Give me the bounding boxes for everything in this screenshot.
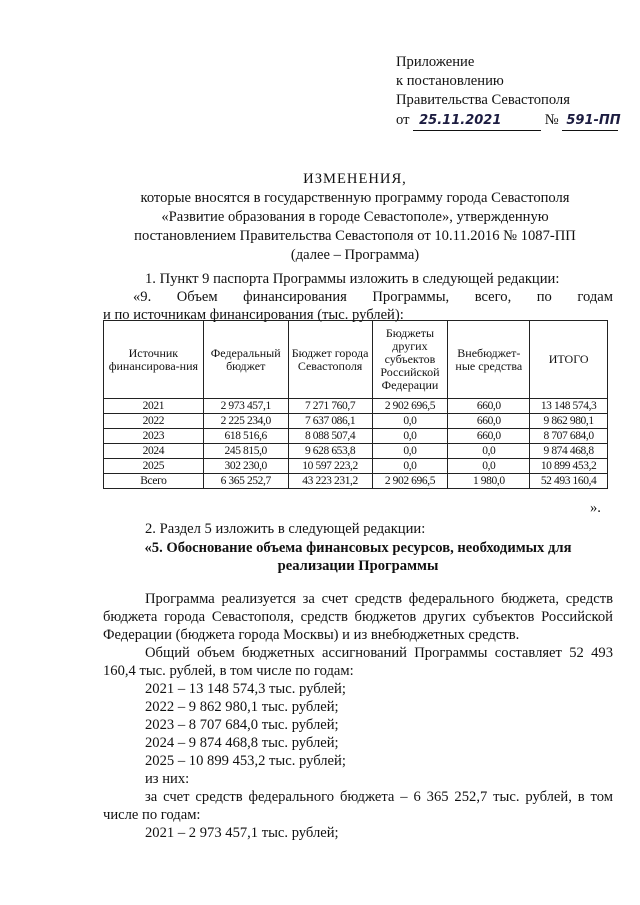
table-cell: 9 874 468,8 — [530, 444, 608, 459]
table-cell: 10 899 453,2 — [530, 459, 608, 474]
section-5-heading-line-2: реализации Программы — [277, 558, 439, 574]
table-cell: 1 980,0 — [448, 474, 530, 489]
table-cell: 618 516,6 — [203, 429, 288, 444]
table-cell: 245 815,0 — [203, 444, 288, 459]
table-cell: 2021 — [104, 399, 204, 414]
table-cell: 302 230,0 — [203, 459, 288, 474]
point-1-line-2: «9. Объем финансирования Программы, всего, по годам — [133, 289, 613, 305]
col-header-total: ИТОГО — [530, 321, 608, 399]
title-line-2: которые вносятся в государственную программу города Севастополя — [140, 190, 570, 206]
table-row — [104, 429, 608, 444]
table-cell: 13 148 574,3 — [530, 399, 608, 414]
point-1-line-3: и по источникам финансирования (тыс. рублей): — [103, 307, 404, 323]
handwritten-number: 591-ПП — [562, 111, 618, 131]
section-5-body — [103, 590, 613, 842]
body-paragraph-3: за счет средств федерального бюджета – 6 365 252,7 тыс. рублей, в том числе по годам: — [103, 789, 613, 823]
table-cell: 2022 — [104, 414, 204, 429]
years-list — [103, 680, 613, 788]
number-prefix: № — [544, 112, 559, 128]
table-cell: 43 223 231,2 — [288, 474, 372, 489]
header-line-3: Правительства Севастополя — [396, 92, 570, 108]
point-2 — [103, 520, 613, 575]
list-item: 2025 – 10 899 453,2 тыс. рублей; — [145, 753, 346, 769]
header-line-2: к постановлению — [396, 73, 504, 89]
point-1 — [103, 270, 613, 324]
table-cell: 2 225 234,0 — [203, 414, 288, 429]
table-row — [104, 459, 608, 474]
table-row — [104, 399, 608, 414]
section-5-heading-line-1: «5. Обоснование объема финансовых ресурсов, необходимых для — [144, 540, 572, 556]
list-item: 2022 – 9 862 980,1 тыс. рублей; — [145, 699, 339, 715]
body-paragraph-2: Общий объем бюджетных ассигнований Программы составляет 52 493 160,4 тыс. рублей, в том числе по годам: — [103, 645, 613, 679]
table-cell: 6 365 252,7 — [203, 474, 288, 489]
table-cell: 7 637 086,1 — [288, 414, 372, 429]
table-cell: 8 088 507,4 — [288, 429, 372, 444]
federal-year-2021: 2021 – 2 973 457,1 тыс. рублей; — [145, 825, 339, 841]
table-cell: 0,0 — [448, 459, 530, 474]
table-cell: 660,0 — [448, 399, 530, 414]
table-cell: 52 493 160,4 — [530, 474, 608, 489]
table-row — [104, 414, 608, 429]
body-paragraph-1: Программа реализуется за счет средств федерального бюджета, средств бюджета города Севастополя, средств бюджетов других субъектов Российской Федерации (бюджета города Москвы) и из внебюджетных средств. — [103, 591, 613, 643]
table-cell: 7 271 760,7 — [288, 399, 372, 414]
table-cell: 660,0 — [448, 429, 530, 444]
table-cell: 0,0 — [372, 414, 448, 429]
list-item: 2023 – 8 707 684,0 тыс. рублей; — [145, 717, 339, 733]
table-cell: 660,0 — [448, 414, 530, 429]
point-2-line-1: 2. Раздел 5 изложить в следующей редакции: — [145, 521, 426, 537]
table-cell: 2025 — [104, 459, 204, 474]
date-prefix: от — [396, 112, 410, 128]
handwritten-date: 25.11.2021 — [413, 111, 541, 131]
table-cell: 2 902 696,5 — [372, 399, 448, 414]
table-header-row — [104, 321, 608, 399]
table-row-total — [104, 474, 608, 489]
table-cell: 9 862 980,1 — [530, 414, 608, 429]
closing-quote: ». — [590, 500, 601, 516]
header-line-1: Приложение — [396, 54, 475, 70]
title-line-5: (далее – Программа) — [290, 247, 420, 263]
table-row — [104, 444, 608, 459]
of-them-label: из них: — [145, 771, 190, 787]
appendix-header — [396, 53, 621, 131]
title-line-3: «Развитие образования в городе Севастополе», утвержденную — [161, 209, 549, 225]
point-1-line-1: 1. Пункт 9 паспорта Программы изложить в следующей редакции: — [145, 271, 560, 287]
table-cell: 2 973 457,1 — [203, 399, 288, 414]
table-cell: 9 628 653,8 — [288, 444, 372, 459]
list-item: 2021 – 13 148 574,3 тыс. рублей; — [145, 681, 346, 697]
title-line-4: постановлением Правительства Севастополя от 10.11.2016 № 1087-ПП — [134, 228, 576, 244]
col-header-source: Источник финансирова-ния — [104, 321, 204, 399]
table-cell: 2023 — [104, 429, 204, 444]
document-title — [100, 170, 610, 265]
col-header-other-subjects: Бюджеты других субъектов Российской Федерации — [372, 321, 448, 399]
table-cell: 2 902 696,5 — [372, 474, 448, 489]
table-cell: 0,0 — [372, 444, 448, 459]
table-cell: 2024 — [104, 444, 204, 459]
col-header-city: Бюджет города Севастополя — [288, 321, 372, 399]
date-number-line — [396, 111, 621, 131]
table-cell: 0,0 — [448, 444, 530, 459]
table-cell: 0,0 — [372, 459, 448, 474]
table-cell: 10 597 223,2 — [288, 459, 372, 474]
table-cell: 0,0 — [372, 429, 448, 444]
table-cell: 8 707 684,0 — [530, 429, 608, 444]
list-item: 2024 – 9 874 468,8 тыс. рублей; — [145, 735, 339, 751]
col-header-federal: Федеральный бюджет — [203, 321, 288, 399]
financing-table — [103, 320, 608, 489]
col-header-extrabudgetary: Внебюджет-ные средства — [448, 321, 530, 399]
table-cell: Всего — [104, 474, 204, 489]
title-heading: ИЗМЕНЕНИЯ, — [303, 171, 407, 187]
